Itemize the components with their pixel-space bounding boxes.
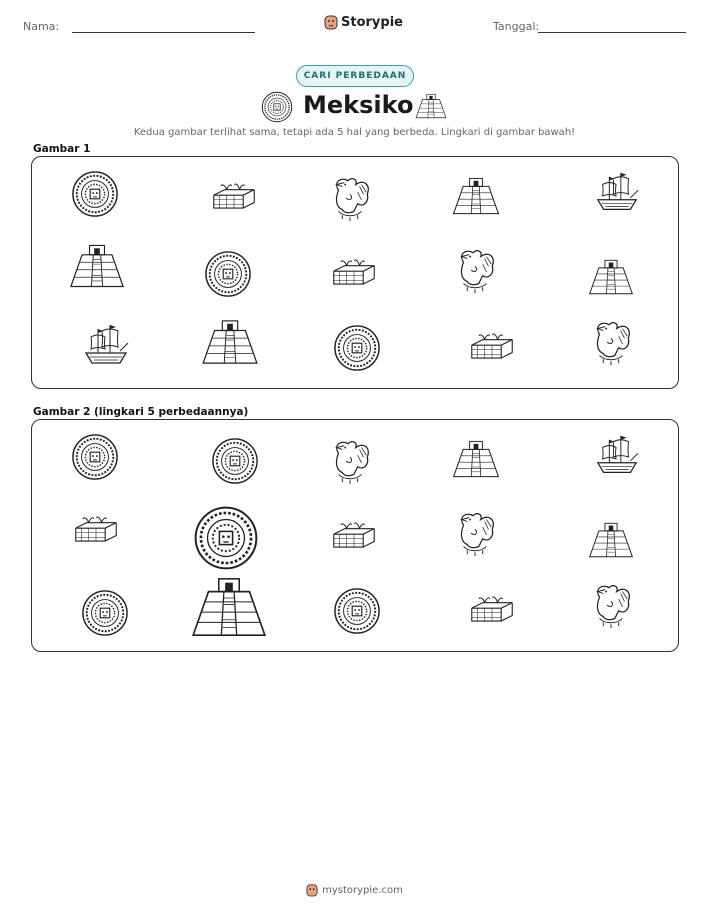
- planter-box-icon[interactable]: [76, 517, 116, 541]
- planter-box-icon[interactable]: [214, 184, 254, 208]
- aztec-calendar-icon[interactable]: [213, 439, 257, 483]
- activity-badge: CARI PERBEDAAN: [296, 65, 414, 87]
- footer: [0, 883, 709, 897]
- eagle-serpent-icon[interactable]: [336, 442, 368, 484]
- aztec-calendar-icon[interactable]: [335, 589, 379, 633]
- storypie-mascot-icon: [324, 14, 338, 30]
- eagle-serpent-icon[interactable]: [461, 251, 493, 293]
- eagle-serpent-icon[interactable]: [336, 179, 368, 221]
- picture-panel-2: [31, 419, 679, 652]
- footer-site[interactable]: mystorypie.com: [322, 884, 403, 896]
- aztec-calendar-icon[interactable]: [196, 508, 257, 569]
- aztec-calendar-icon[interactable]: [73, 435, 117, 479]
- eagle-serpent-icon[interactable]: [461, 514, 493, 556]
- aztec-calendar-icon: [261, 91, 293, 123]
- aztec-calendar-icon[interactable]: [335, 326, 379, 370]
- instructions: Kedua gambar terlihat sama, tetapi ada 5 hal yang berbeda. Lingkari di gambar bawah!: [133, 127, 576, 138]
- pyramid-icon[interactable]: [454, 178, 499, 213]
- aztec-calendar-icon[interactable]: [206, 252, 250, 296]
- planter-box-icon[interactable]: [472, 597, 512, 621]
- pyramid-icon[interactable]: [590, 260, 633, 293]
- planter-box-icon[interactable]: [472, 334, 512, 358]
- planter-box-icon[interactable]: [334, 260, 374, 284]
- panel-1-label: Gambar 1: [33, 143, 91, 155]
- aztec-calendar-icon[interactable]: [83, 591, 127, 635]
- panel-2-label: Gambar 2 (lingkari 5 perbedaannya): [33, 406, 249, 418]
- galleon-ship-icon[interactable]: [598, 436, 638, 472]
- eagle-serpent-icon[interactable]: [597, 323, 629, 365]
- name-field[interactable]: [72, 32, 255, 33]
- date-field[interactable]: [538, 32, 686, 33]
- galleon-ship-icon[interactable]: [598, 173, 638, 209]
- pyramid-icon: [415, 92, 447, 120]
- picture-panel-1: [31, 156, 679, 389]
- pyramid-icon[interactable]: [454, 441, 499, 476]
- name-label: Nama:: [23, 20, 60, 33]
- brand-logo: [324, 14, 403, 30]
- pyramid-icon[interactable]: [71, 245, 123, 286]
- brand-name: Storypie: [341, 14, 403, 30]
- pyramid-icon[interactable]: [193, 579, 265, 635]
- pyramid-icon[interactable]: [590, 523, 633, 556]
- date-label: Tanggal:: [493, 20, 540, 33]
- galleon-ship-icon[interactable]: [86, 325, 128, 363]
- page-title: Meksiko: [303, 91, 414, 119]
- storypie-mascot-icon: [306, 883, 318, 897]
- aztec-calendar-icon[interactable]: [73, 172, 117, 216]
- planter-box-icon[interactable]: [334, 523, 374, 547]
- eagle-serpent-icon[interactable]: [597, 586, 629, 628]
- pyramid-icon[interactable]: [203, 321, 257, 363]
